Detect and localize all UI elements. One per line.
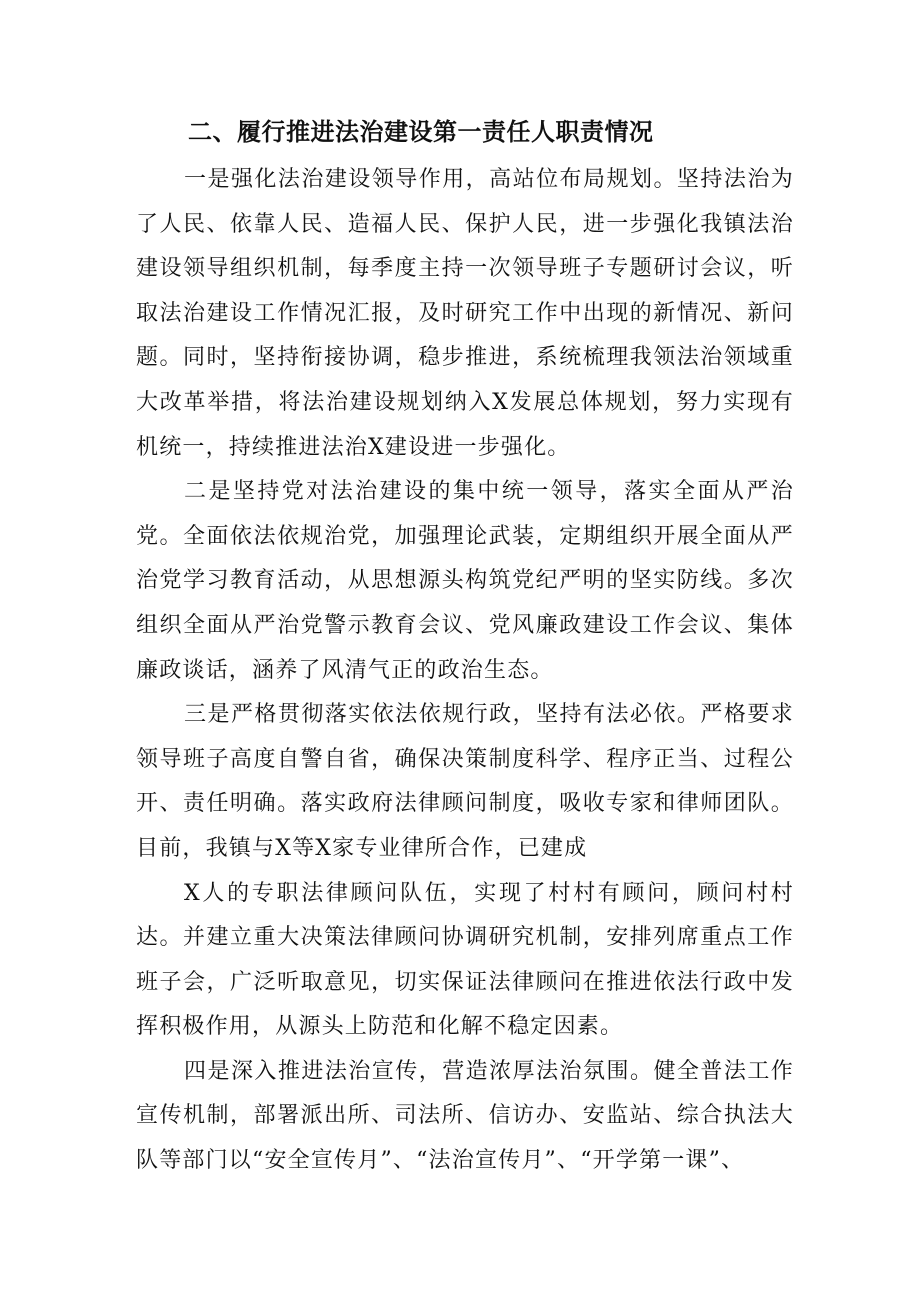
paragraph-5: 四是深入推进法治宣传，营造浓厚法治氛围。健全普法工作宣传机制，部署派出所、司法所、信访办、安监站、综合执法大队等部门以“安全宣传月”、“法治宣传月”、“开学第一课”、 bbox=[136, 1058, 794, 1174]
section-heading: 二、履行推进法治建设第一责任人职责情况 bbox=[188, 118, 654, 146]
paragraph-2: 二是坚持党对法治建设的集中统一领导，落实全面从严治党。全面依法依规治党，加强理论武装，定期组织开展全面从严治党学习教育活动，从思想源头构筑党纪严明的坚实防线。多次组织全面从严治党警示教育会议、党风廉政建设工作会议、集体廉政谈话，涵养了风清气正的政治生态。 bbox=[136, 479, 794, 683]
paragraph-3: 三是严格贯彻落实依法依规行政，坚持有法必依。严格要求领导班子高度自警自省，确保决策制度科学、程序正当、过程公开、责任明确。落实政府法律顾问制度，吸收专家和律师团队。目前，我镇与X等X家专业律所合作，已建成 bbox=[136, 702, 794, 861]
document-body bbox=[136, 158, 794, 1184]
paragraph-4: X人的专职法律顾问队伍，实现了村村有顾问，顾问村村达。并建立重大决策法律顾问协调研究机制，安排列席重点工作班子会，广泛听取意见，切实保证法律顾问在推进依法行政中发挥积极作用，从源头上防范和化解不稳定因素。 bbox=[136, 880, 794, 1040]
paragraph-1: 一是强化法治建设领导作用，高站位布局规划。坚持法治为了人民、依靠人民、造福人民、保护人民，进一步强化我镇法治建设领导组织机制，每季度主持一次领导班子专题研讨会议，听取法治建设工作情况汇报，及时研究工作中出现的新情况、新问题。同时，坚持衔接协调，稳步推进，系统梳理我领法治领域重大改革举措，将法治建设规划纳入X发展总体规划，努力实现有机统一，持续推进法治X建设进一步强化。 bbox=[136, 167, 794, 460]
